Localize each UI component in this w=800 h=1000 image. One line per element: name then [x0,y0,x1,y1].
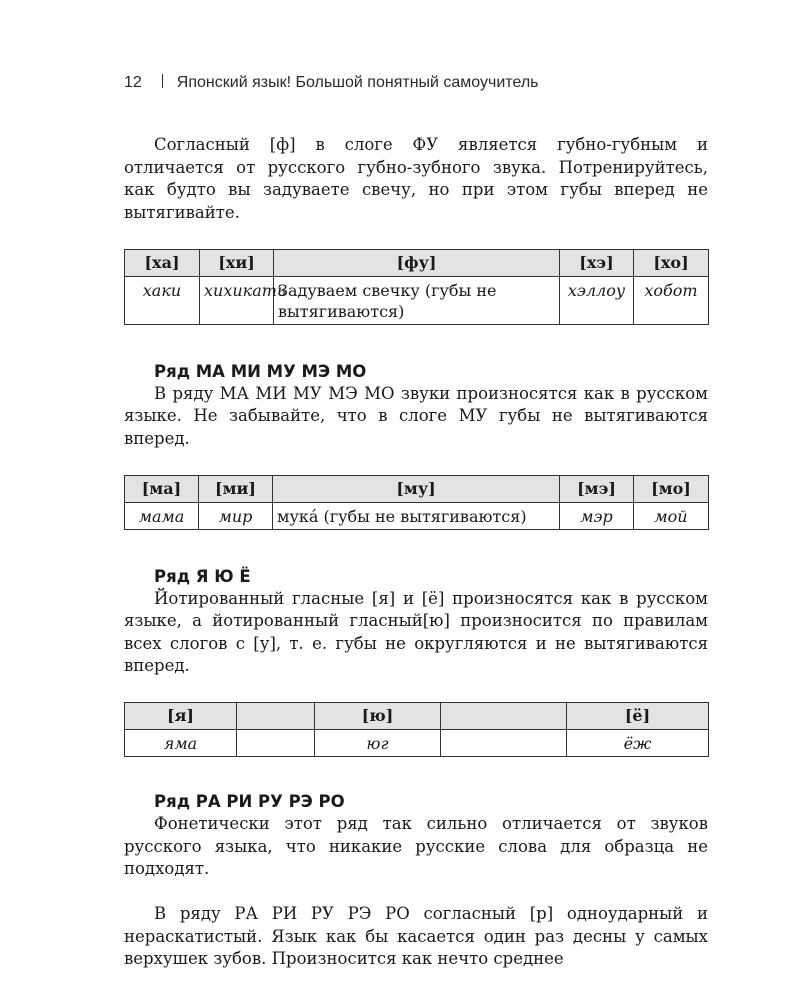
table-header-cell: [я] [125,703,237,730]
table-example-cell: хобот [634,276,709,324]
running-header [124,74,538,92]
header-divider [162,74,163,88]
table-example-cell: хихикать [200,276,274,324]
table-header-cell: [ха] [125,249,200,276]
table-example-cell: мой [634,502,709,529]
ma-paragraph: В ряду МА МИ МУ МЭ МО звуки произносятся как в русском языке. Не забывайте, что в слоге МУ губы не вытягиваются вперед. [124,383,708,448]
book-title: Японский язык! Большой понятный самоучитель [176,74,539,91]
ma-section-heading: Ряд МА МИ МУ МЭ МО [154,361,367,381]
fu-paragraph: Согласный [ф] в слоге ФУ является губно-губным и отличается от русского губно-зубного звука. Потренируйтесь, как будто вы задуваете свечу, но при этом губы вперед не вытягивайте. [124,135,708,222]
table-example-cell [441,730,567,757]
ya-table [124,702,709,757]
table-header-cell: [хи] [200,249,274,276]
page-number: 12 [124,74,142,91]
ya-table-example-row [125,730,709,757]
table-header-cell: [ю] [315,703,441,730]
table-example-cell: мука́ (губы не вытягиваются) [273,502,560,529]
table-header-cell [237,703,315,730]
ma-table-header-row [125,475,709,502]
table-header-cell: [мэ] [560,475,634,502]
table-example-cell: мама [125,502,199,529]
table-example-cell: хэллоу [560,276,634,324]
table-header-cell [441,703,567,730]
ma-table-example-row [125,502,709,529]
table-header-cell: [ма] [125,475,199,502]
table-example-cell: мэр [560,502,634,529]
ya-section-heading: Ряд Я Ю Ё [154,566,251,586]
fu-table-example-row [125,276,709,324]
table-header-cell: [ми] [199,475,273,502]
table-header-cell: [фу] [274,249,560,276]
ma-table [124,475,709,530]
table-header-cell: [мо] [634,475,709,502]
table-example-cell: мир [199,502,273,529]
table-header-cell: [му] [273,475,560,502]
table-header-cell: [ё] [567,703,709,730]
table-example-cell: Задуваем свечку (губы не вытягиваются) [274,276,560,324]
fu-table [124,249,709,325]
ra-paragraph-1: Фонетически этот ряд так сильно отличается от звуков русского языка, что никакие русские слова для образца не подходят. [124,814,708,878]
page-content [124,134,708,971]
fu-table-header-row [125,249,709,276]
ra-section-heading: Ряд РА РИ РУ РЭ РО [154,792,345,811]
table-header-cell: [хо] [634,249,709,276]
table-example-cell: яма [125,730,237,757]
table-example-cell: юг [315,730,441,757]
ya-table-header-row [125,703,709,730]
table-example-cell [237,730,315,757]
table-example-cell: ёж [567,730,709,757]
ya-paragraph: Йотированный гласные [я] и [ё] произносятся как в русском языке, а йотированный гласный[ю] произносится по правилам всех слогов с [у], т. е. губы не округляются и не вытягиваются вперед. [124,588,708,675]
table-header-cell: [хэ] [560,249,634,276]
ra-paragraph-2: В ряду РА РИ РУ РЭ РО согласный [р] одноударный и нераскатистый. Язык как бы касается один раз десны у самых верхушек зубов. Произносится как нечто среднее [124,904,708,968]
table-example-cell: хаки [125,276,200,324]
